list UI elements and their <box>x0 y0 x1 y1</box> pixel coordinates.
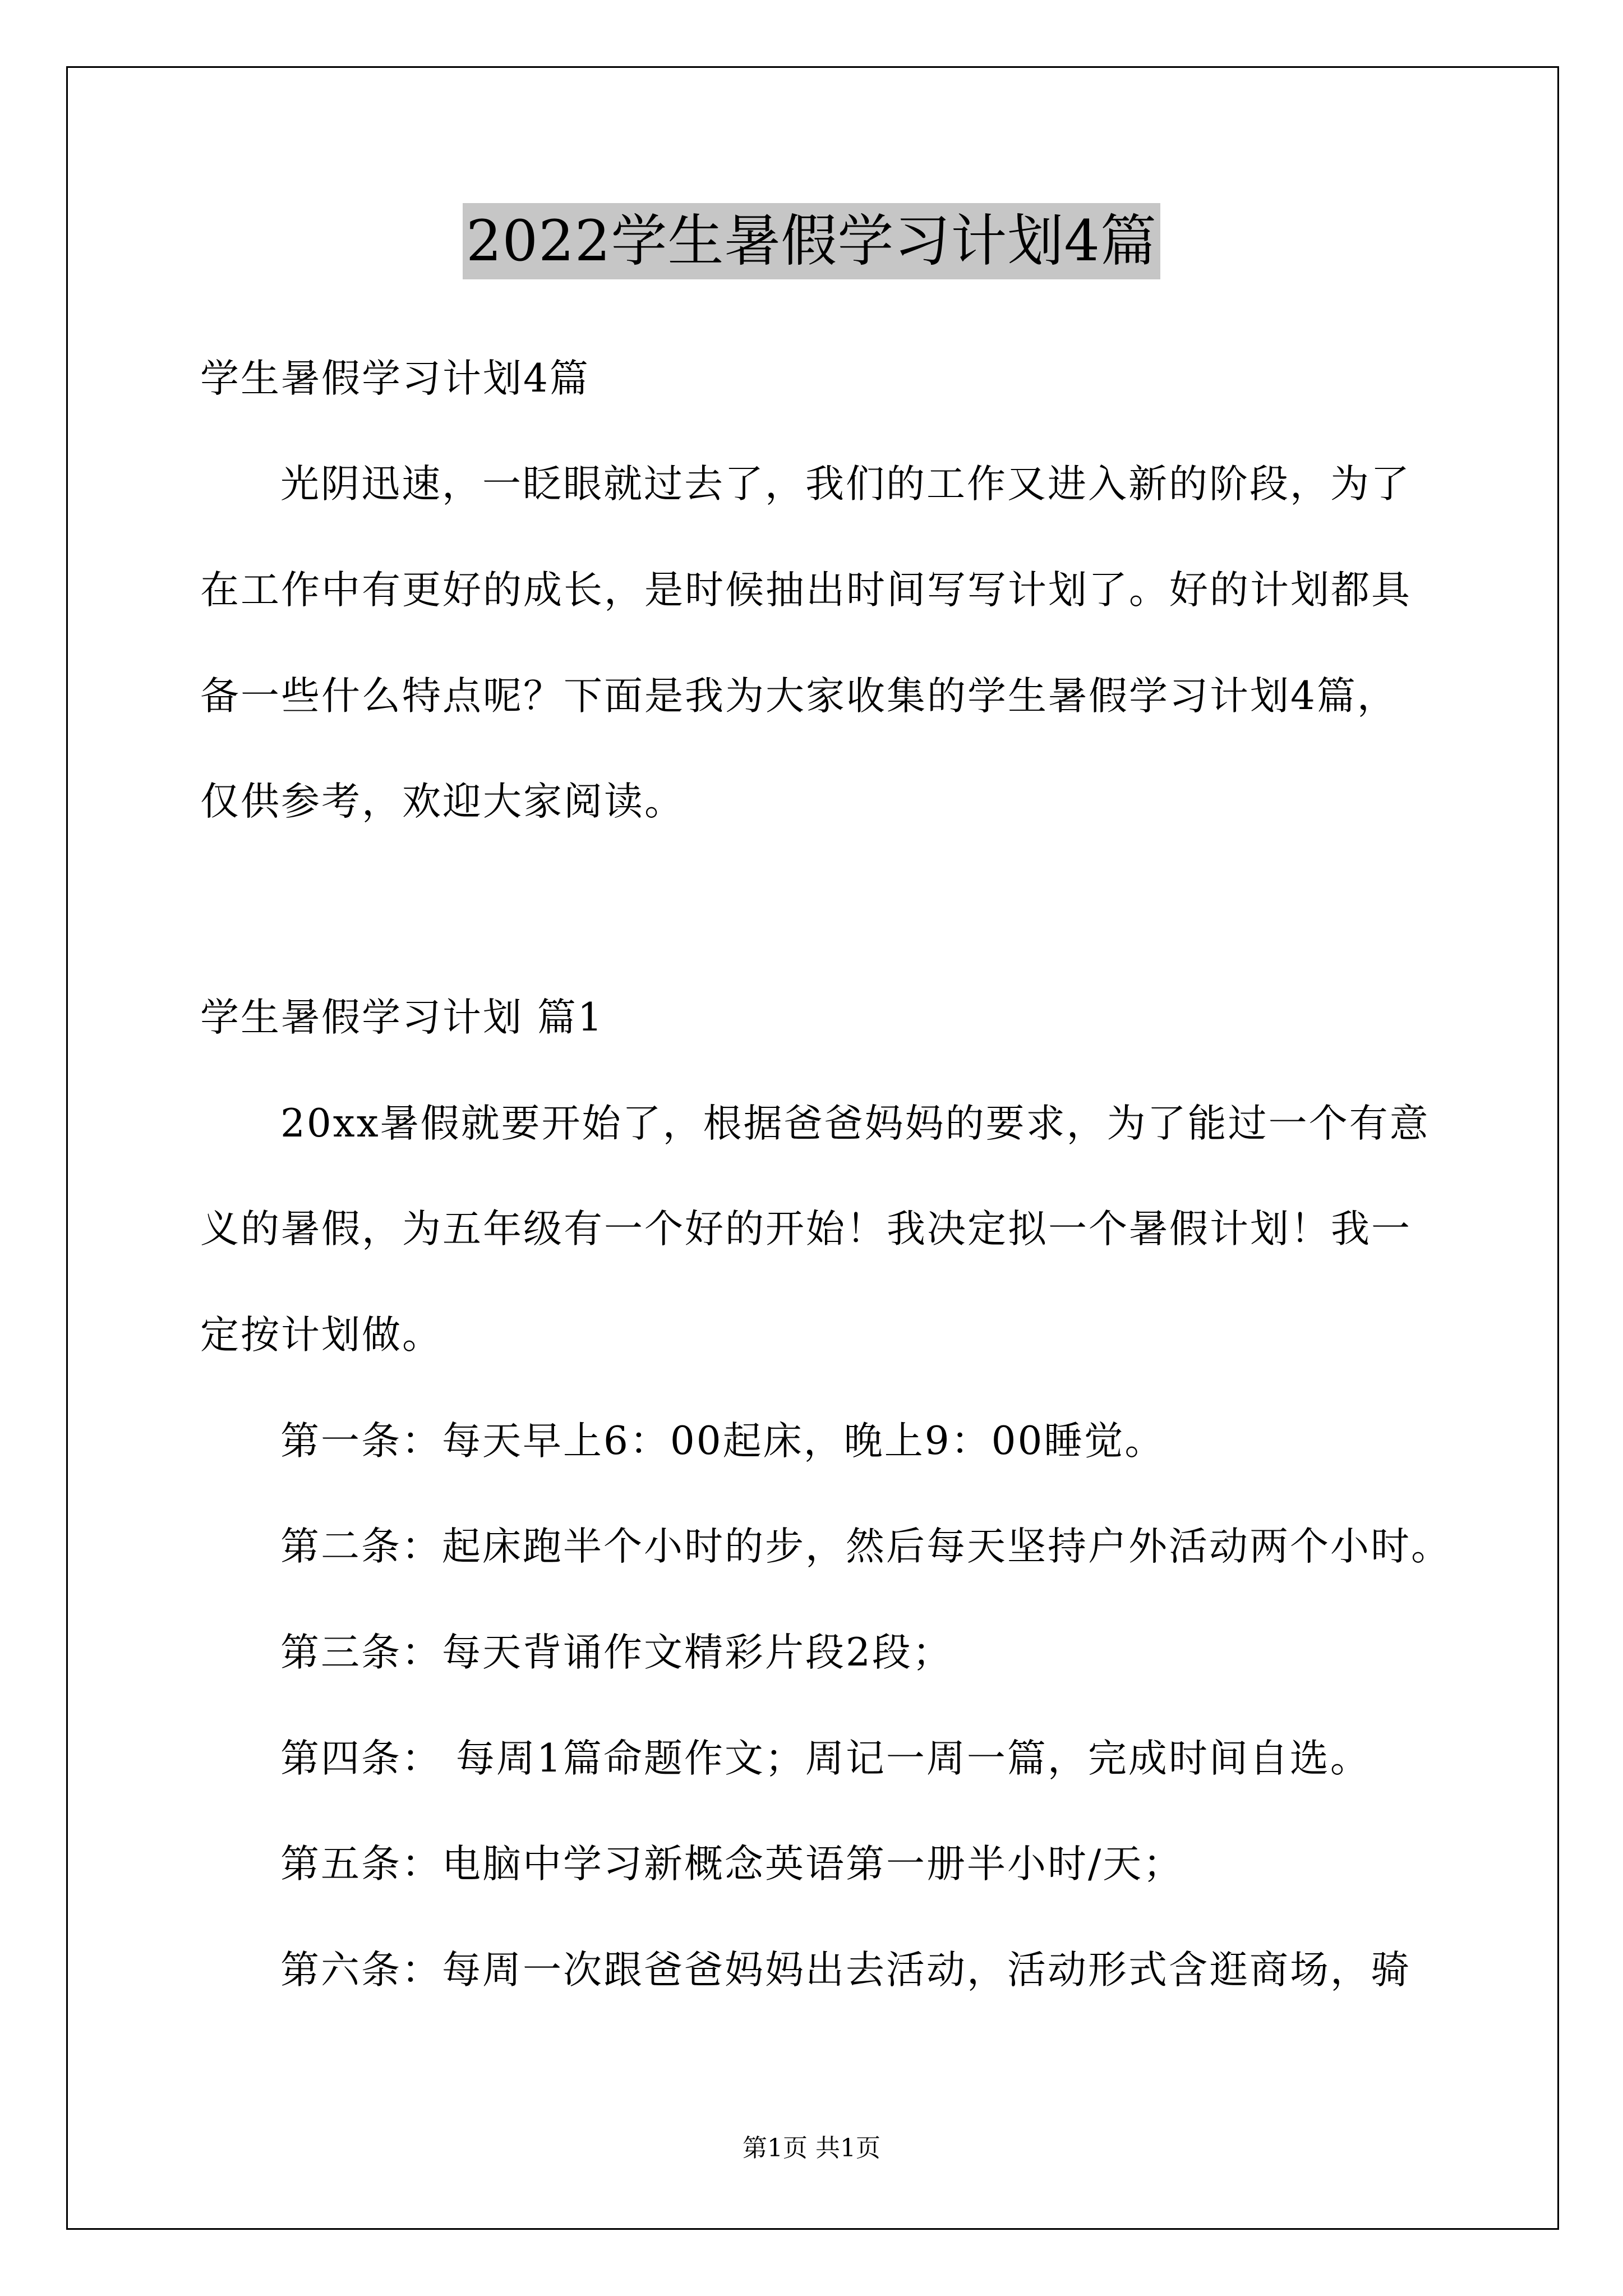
section-heading: 学生暑假学习计划 篇1 <box>200 995 604 1040</box>
section-body-line-1: 20xx暑假就要开始了，根据爸爸妈妈的要求，为了能过一个有意 <box>280 1101 1430 1146</box>
rule-item-1: 第一条：每天早上6：00起床，晚上9：00睡觉。 <box>280 1419 1165 1464</box>
intro-line-1: 光阴迅速，一眨眼就过去了，我们的工作又进入新的阶段，为了 <box>280 462 1411 507</box>
rule-item-2: 第二条：起床跑半个小时的步，然后每天坚持户外活动两个小时。 <box>280 1524 1451 1569</box>
rule-item-5: 第五条：电脑中学习新概念英语第一册半小时/天； <box>280 1842 1184 1887</box>
document-subtitle: 学生暑假学习计划4篇 <box>200 356 590 401</box>
document-title: 2022学生暑假学习计划4篇 <box>463 203 1160 279</box>
intro-line-2: 在工作中有更好的成长，是时候抽出时间写写计划了。好的计划都具 <box>200 568 1412 613</box>
page-footer: 第1页 共1页 <box>743 2134 880 2162</box>
rule-item-6: 第六条：每周一次跟爸爸妈妈出去活动，活动形式含逛商场，骑 <box>280 1948 1411 1993</box>
intro-line-3: 备一些什么特点呢？下面是我为大家收集的学生暑假学习计划4篇， <box>200 674 1398 719</box>
intro-line-4: 仅供参考，欢迎大家阅读。 <box>200 779 685 824</box>
title-container <box>0 203 1623 279</box>
rule-item-4: 第四条： 每周1篇命题作文；周记一周一篇，完成时间自选。 <box>280 1736 1371 1781</box>
section-body-line-2: 义的暑假，为五年级有一个好的开始！我决定拟一个暑假计划！我一 <box>200 1207 1412 1251</box>
section-body-line-3: 定按计划做。 <box>200 1313 442 1358</box>
rule-item-3: 第三条：每天背诵作文精彩片段2段； <box>280 1630 953 1675</box>
